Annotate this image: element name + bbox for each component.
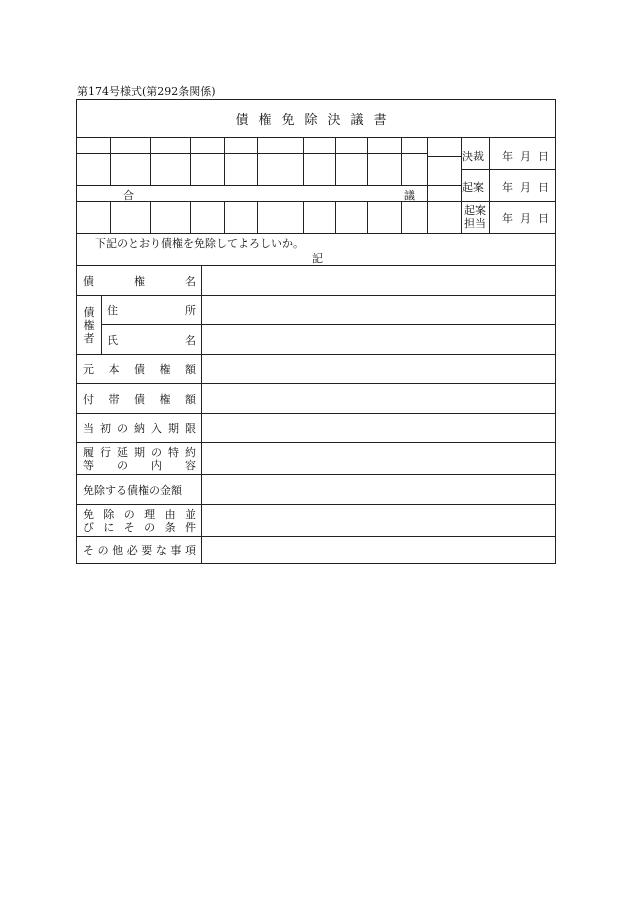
char: 履 [83, 445, 94, 459]
saimusha-label [77, 296, 101, 354]
char: 内 [151, 458, 162, 472]
char: 初 [100, 422, 111, 435]
char: 除 [103, 507, 115, 521]
char: 条 [164, 520, 176, 534]
char: に [103, 520, 115, 534]
menjo-kingaku-label: 免除する債権の金額 [83, 483, 182, 497]
date-year: 年 [502, 212, 513, 225]
grid-line [335, 201, 336, 233]
grid-line [77, 233, 555, 234]
grid-line [150, 137, 151, 185]
char: 行 [100, 445, 111, 459]
date-day: 日 [538, 212, 549, 225]
char: 限 [185, 422, 196, 435]
char: 特 [168, 445, 179, 459]
char: の [117, 422, 128, 435]
grid-line [110, 201, 111, 233]
debt-waiver-form [76, 99, 556, 564]
gou-label: 合 [123, 189, 134, 202]
kian-tanto-line1: 起案 [464, 204, 486, 217]
kian-date [490, 177, 555, 197]
sonota-label [77, 537, 201, 563]
jusho-value[interactable] [201, 296, 555, 324]
grid-line [335, 137, 336, 185]
form-title: 債権免除決議書 [77, 100, 555, 138]
char: 元 [83, 363, 94, 376]
char: 容 [185, 458, 196, 472]
char: 債 [83, 274, 94, 288]
menjo-kingaku-value[interactable] [201, 475, 555, 504]
char: の [144, 520, 156, 534]
intro-text: 下記のとおり債権を免除してよろしいか。 [95, 237, 304, 250]
char: 債 [83, 305, 95, 319]
grid-line [427, 156, 461, 157]
char: 件 [184, 520, 196, 534]
char: 者 [83, 331, 95, 345]
char: 事 [170, 544, 182, 557]
jusho-label [101, 296, 201, 324]
grid-line [367, 137, 368, 185]
grid-line [77, 185, 461, 186]
date-month: 月 [520, 212, 531, 225]
char: 権 [83, 318, 95, 332]
grid-line [224, 201, 225, 233]
char: び [83, 520, 94, 534]
date-year: 年 [502, 150, 513, 163]
grid-line [224, 137, 225, 185]
char: 帯 [108, 392, 120, 406]
kian-tanto-label [461, 202, 489, 232]
kian-label: 起案 [462, 181, 484, 194]
grid-line [257, 201, 258, 233]
shimei-label [101, 325, 201, 354]
char: 債 [134, 363, 145, 376]
rikou-value[interactable] [201, 443, 555, 474]
char: な [155, 544, 167, 557]
grid-line [427, 137, 428, 233]
kessai-date [490, 146, 555, 166]
char: 名 [185, 333, 196, 347]
char: の [151, 445, 162, 459]
char: 等 [83, 458, 94, 472]
grid-line [110, 137, 111, 185]
char: 延 [117, 445, 128, 459]
char: そ [123, 520, 135, 534]
ki-label: 記 [312, 252, 323, 265]
char: 由 [164, 507, 176, 521]
char: の [97, 544, 109, 557]
ganpon-value[interactable] [201, 355, 555, 383]
grid-line [150, 201, 151, 233]
futai-label [77, 384, 201, 413]
char: 住 [107, 304, 118, 317]
grid-line [367, 201, 368, 233]
grid-line [461, 169, 555, 170]
saiken-mei-label [77, 266, 201, 295]
date-month: 月 [520, 181, 531, 194]
grid-line [190, 137, 191, 185]
grid-line [401, 201, 402, 233]
char: 項 [184, 544, 196, 557]
grid-line [303, 201, 304, 233]
char: 権 [159, 363, 171, 376]
date-day: 日 [538, 150, 549, 163]
riyu-line2 [83, 521, 196, 534]
shimei-value[interactable] [201, 325, 555, 354]
rikou-label [77, 443, 201, 474]
char: 理 [144, 507, 156, 521]
char: 他 [112, 544, 124, 557]
grid-line [303, 137, 304, 185]
char: の [123, 507, 135, 521]
char: 当 [83, 422, 94, 435]
tosho-value[interactable] [201, 414, 555, 442]
char: 権 [134, 274, 145, 288]
char: 名 [185, 274, 196, 288]
char: 入 [151, 422, 162, 435]
char: 権 [159, 392, 171, 406]
char: 所 [185, 304, 196, 317]
riyu-value[interactable] [201, 505, 555, 536]
rikou-line2 [83, 459, 196, 472]
char: 必 [126, 544, 138, 557]
char: 納 [134, 422, 145, 435]
riyu-line1 [83, 508, 196, 521]
saiken-mei-value[interactable] [201, 266, 555, 295]
kessai-label: 決裁 [462, 150, 484, 163]
char: 期 [134, 445, 145, 459]
date-day: 日 [538, 181, 549, 194]
char: 氏 [107, 333, 118, 347]
char: 要 [141, 544, 153, 557]
date-year: 年 [502, 181, 513, 194]
gi-label: 議 [404, 189, 415, 202]
kian-tanto-line2: 担当 [464, 217, 486, 230]
char: 額 [185, 392, 196, 406]
futai-value[interactable] [201, 384, 555, 413]
char: そ [83, 544, 94, 557]
tosho-label [77, 414, 201, 442]
riyu-label [77, 505, 201, 536]
char: 本 [108, 363, 120, 376]
char: 期 [168, 422, 179, 435]
grid-line [190, 201, 191, 233]
char: 並 [184, 507, 196, 521]
char: 額 [185, 363, 196, 376]
char: 債 [134, 392, 145, 406]
date-month: 月 [520, 150, 531, 163]
ganpon-label [77, 355, 201, 383]
char: 免 [83, 507, 94, 521]
grid-line [77, 153, 427, 154]
char: 付 [83, 392, 94, 406]
char: 約 [185, 445, 196, 459]
grid-line [401, 137, 402, 185]
char: の [117, 458, 128, 472]
form-number-label: 第174号様式(第292条関係) [77, 85, 216, 98]
kian-tanto-date [490, 208, 555, 228]
grid-line [257, 137, 258, 185]
sonota-value[interactable] [201, 537, 555, 563]
rikou-line1 [83, 446, 196, 459]
